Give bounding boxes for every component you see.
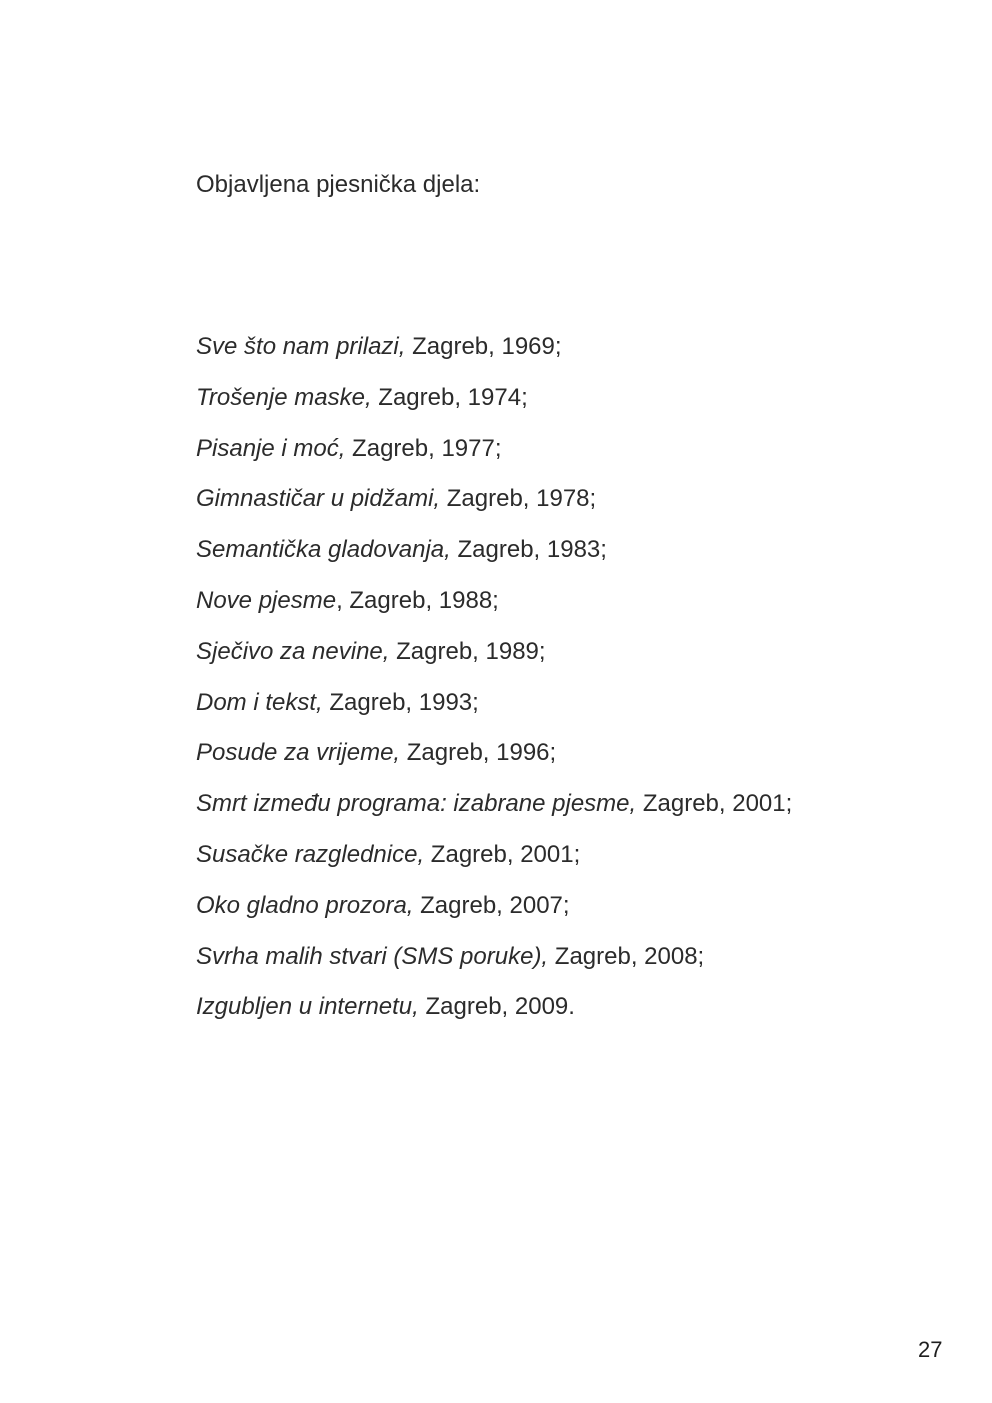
work-details: Zagreb, 2007; — [413, 891, 570, 919]
work-details: Zagreb, 1977; — [345, 434, 502, 462]
work-details: Zagreb, 2001; — [636, 790, 793, 818]
list-item — [196, 942, 792, 993]
list-item — [196, 586, 792, 637]
work-details: Zagreb, 1989; — [389, 637, 546, 665]
list-item — [196, 484, 792, 535]
list-item — [196, 383, 792, 434]
work-title: Izgubljen u internetu, — [196, 993, 419, 1021]
list-item — [196, 688, 792, 739]
work-details: Zagreb, 1978; — [440, 485, 597, 513]
page-number: 27 — [918, 1337, 943, 1362]
section-heading: Objavljena pjesnička djela: — [196, 171, 481, 198]
list-item — [196, 789, 792, 840]
work-title: Susačke razglednice, — [196, 840, 425, 868]
work-details: Zagreb, 1996; — [400, 739, 557, 767]
list-item — [196, 332, 792, 383]
work-details: Zagreb, 1974; — [371, 383, 528, 411]
work-details: Zagreb, 1969; — [405, 333, 562, 360]
work-title: Trošenje maske, — [196, 383, 372, 411]
work-title: Posude za vrijeme, — [196, 739, 401, 767]
work-title: Svrha malih stvari (SMS poruke), — [196, 942, 549, 970]
work-title: Dom i tekst, — [196, 688, 323, 716]
work-details: Zagreb, 2001; — [424, 840, 581, 868]
work-details: Zagreb, 1993; — [322, 688, 479, 716]
published-works-list — [196, 332, 792, 1043]
list-item — [196, 434, 792, 485]
work-title: Sve što nam prilazi, — [196, 333, 406, 360]
work-title: Pisanje i moć, — [196, 434, 346, 462]
list-item — [196, 738, 792, 789]
work-details: Zagreb, 2008; — [548, 942, 705, 970]
work-title: Oko gladno prozora, — [196, 891, 414, 919]
list-item — [196, 891, 792, 942]
list-item — [196, 992, 792, 1043]
list-item — [196, 535, 792, 586]
work-details: Zagreb, 1983; — [450, 536, 607, 564]
work-title: Nove pjesme — [196, 586, 337, 614]
work-title: Sječivo za nevine, — [196, 637, 390, 665]
work-title: Gimnastičar u pidžami, — [196, 485, 441, 513]
work-title: Smrt između programa: izabrane pjesme, — [196, 790, 637, 818]
list-item — [196, 637, 792, 688]
work-title: Semantička gladovanja, — [196, 536, 451, 564]
list-item — [196, 840, 792, 891]
work-details: , Zagreb, 1988; — [336, 586, 499, 614]
work-details: Zagreb, 2009. — [418, 993, 575, 1021]
